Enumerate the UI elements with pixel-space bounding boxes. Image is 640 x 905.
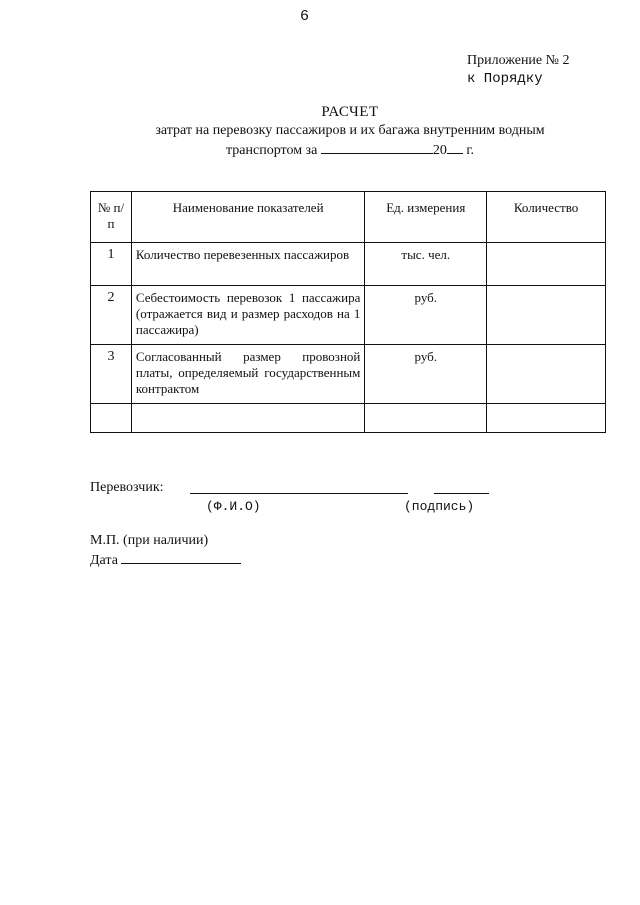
- subtitle-line-2: [90, 140, 610, 160]
- row-quantity: [487, 286, 606, 345]
- row-number: 1: [91, 243, 132, 286]
- row-unit: руб.: [365, 286, 487, 345]
- date-blank: [121, 550, 241, 564]
- subtitle-year: 20: [432, 143, 447, 158]
- signature-hint: (подпись): [404, 499, 475, 514]
- row-unit: руб.: [365, 345, 487, 404]
- appendix-line-1: Приложение № 2: [467, 53, 570, 68]
- page-number: 6: [300, 8, 310, 25]
- header-number: № п/п: [91, 192, 132, 243]
- document-subtitle: [90, 122, 610, 160]
- stamp-note: М.П. (при наличии): [90, 533, 209, 548]
- period-blank: [321, 140, 433, 154]
- header-unit: Ед. измерения: [365, 192, 487, 243]
- table-row: [91, 404, 606, 433]
- date-field: [90, 550, 241, 570]
- document-title: РАСЧЕТ: [321, 104, 379, 120]
- row-indicator-name: [131, 404, 364, 433]
- appendix-line-2: к Порядку: [467, 71, 543, 87]
- row-indicator-name: Согласованный размер провозной платы, определяемый государственным контрактом: [131, 345, 364, 404]
- table-row: [91, 243, 606, 286]
- row-indicator-name: Количество перевезенных пассажиров: [131, 243, 364, 286]
- row-quantity: [487, 404, 606, 433]
- subtitle-year-suffix: г.: [466, 143, 474, 158]
- row-number: 2: [91, 286, 132, 345]
- date-label: Дата: [90, 553, 118, 568]
- header-name: Наименование показателей: [131, 192, 364, 243]
- row-quantity: [487, 243, 606, 286]
- row-number: [91, 404, 132, 433]
- table-row: [91, 286, 606, 345]
- calculation-table: [90, 191, 606, 433]
- row-unit: тыс. чел.: [365, 243, 487, 286]
- signature-line: [434, 492, 489, 494]
- year-blank: [447, 140, 463, 154]
- row-indicator-name: Себестоимость перевозок 1 пассажира (отражается вид и размер расходов на 1 пассажира): [131, 286, 364, 345]
- table-header-row: [91, 192, 606, 243]
- fio-hint: (Ф.И.О): [206, 499, 261, 514]
- carrier-label: Перевозчик:: [90, 480, 164, 495]
- row-number: 3: [91, 345, 132, 404]
- fio-signature-line: [190, 492, 408, 494]
- table-row: [91, 345, 606, 404]
- appendix-note: [467, 52, 570, 88]
- row-unit: [365, 404, 487, 433]
- subtitle-line-1: затрат на перевозку пассажиров и их багажа внутренним водным: [155, 123, 545, 138]
- subtitle-period-label: транспортом за: [226, 143, 318, 158]
- row-quantity: [487, 345, 606, 404]
- stamp-block: [90, 532, 241, 570]
- header-quantity: Количество: [487, 192, 606, 243]
